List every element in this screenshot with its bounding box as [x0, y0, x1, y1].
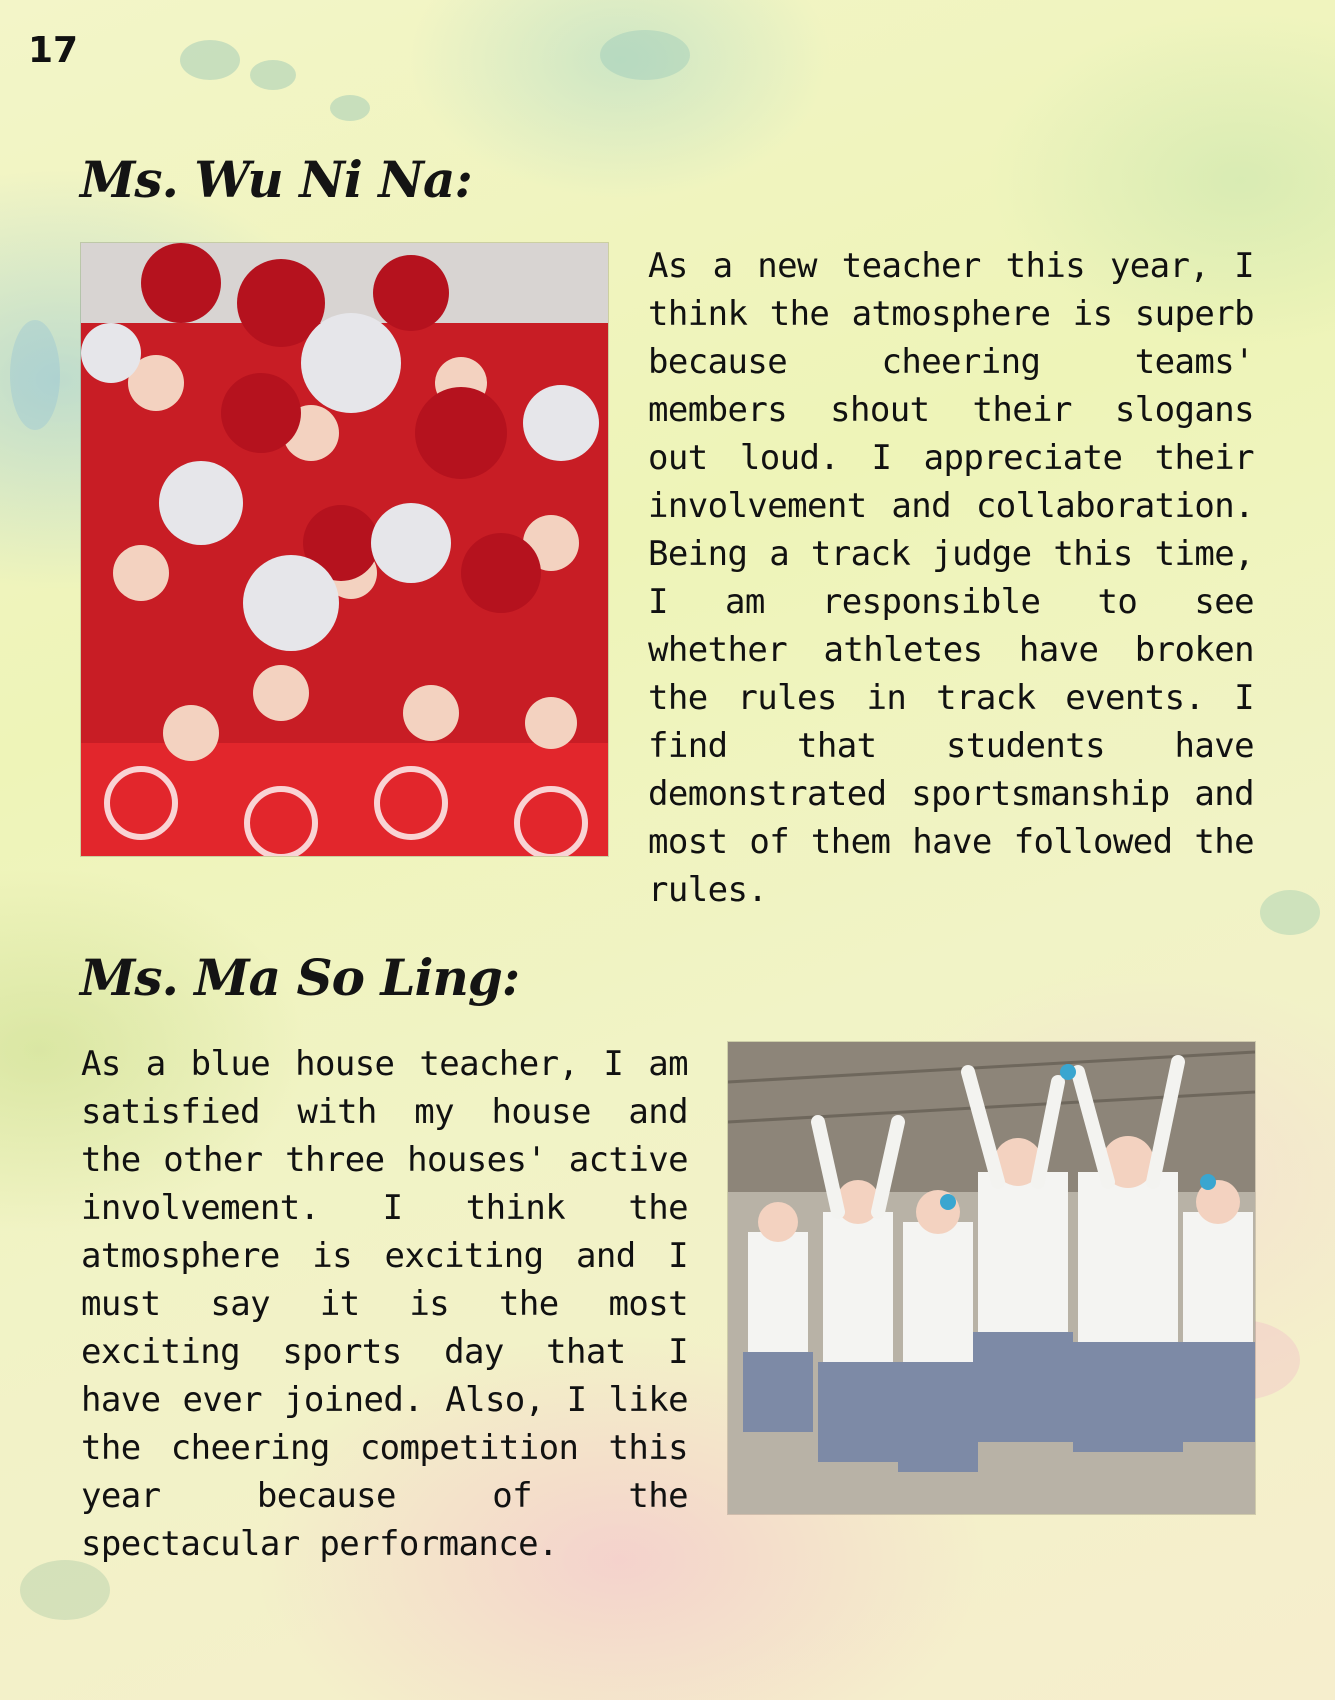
teacher-quote-ma-so-ling: As a blue house teacher, I am satisfied with my house and the other three houses' active involvement. I think the atmosphere is exciting and I must say it is the most exciting sports day that I have ever joined. Also, I like the cheering competition this year because of the spectacular performance.: [81, 1044, 688, 1564]
paint-splash: [180, 40, 240, 80]
paint-splash: [250, 60, 296, 90]
teacher-heading-ma-so-ling: Ms. Ma So Ling:: [80, 948, 520, 1007]
teacher-heading-wu-ni-na: Ms. Wu Ni Na:: [80, 150, 472, 209]
photo-illustration: [81, 243, 608, 856]
paint-splash: [10, 320, 60, 430]
page-number: 17: [28, 30, 79, 71]
cheering-blue-house-photo: [728, 1042, 1255, 1514]
paint-splash: [20, 1560, 110, 1620]
teacher-quote-wu-ni-na: As a new teacher this year, I think the atmosphere is superb because cheering teams' members shout their slogans out loud. I appreciate their involvement and collaboration. Being a track judge this time, I am responsible to see whether athletes have broken the rules in track events. I find that students have demonstrated sportsmanship and most of them have followed the rules.: [648, 246, 1254, 910]
paint-splash: [330, 95, 370, 121]
paint-splash: [1260, 890, 1320, 935]
photo-illustration: [728, 1042, 1255, 1514]
cheering-red-team-photo: [81, 243, 608, 856]
paint-splash: [600, 30, 690, 80]
